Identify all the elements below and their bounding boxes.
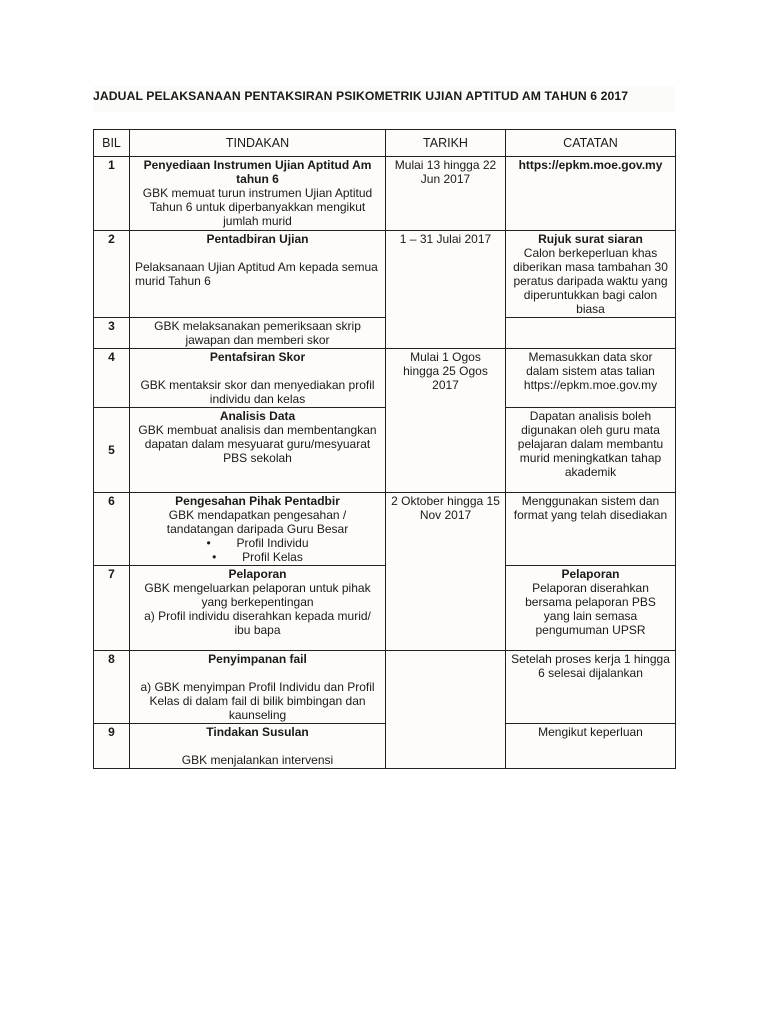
catatan-cell: Setelah proses kerja 1 hingga 6 selesai dijalankan (506, 651, 676, 724)
row-number: 4 (94, 349, 130, 408)
catatan-cell (506, 566, 676, 651)
tindakan-body: GBK membuat analisis dan membentangkan dapatan dalam mesyuarat guru/mesyuarat PBS sekolah (138, 423, 377, 465)
table-row (94, 724, 676, 769)
document-title: JADUAL PELAKSANAAN PENTAKSIRAN PSIKOMETRIK UJIAN APTITUD AM TAHUN 6 2017 (93, 86, 675, 112)
row-number: 7 (94, 566, 130, 651)
tarikh-cell: Mulai 1 Ogos hingga 25 Ogos 2017 (386, 349, 506, 493)
schedule-table (93, 129, 676, 769)
tindakan-title: Analisis Data (219, 409, 296, 423)
tindakan-title: Pentafsiran Skor (209, 350, 306, 364)
catatan-body: Pelaporan diserahkan bersama pelaporan PBS yang lain semasa pengumuman UPSR (525, 581, 656, 637)
tindakan-title: Tindakan Susulan (206, 725, 309, 739)
catatan-cell (506, 231, 676, 318)
row-number: 9 (94, 724, 130, 769)
tindakan-body: GBK mengeluarkan pelaporan untuk pihak yang berkepentingan (144, 581, 371, 609)
tindakan-title: Penyimpanan fail (208, 652, 307, 666)
catatan-body: Calon berkeperluan khas diberikan masa tambahan 30 peratus daripada waktu yang diperuntukkan bagi calon biasa (513, 246, 668, 316)
table-row (94, 493, 676, 566)
table-row (94, 566, 676, 651)
list-item: • Profil Individu (135, 536, 380, 550)
catatan-cell: Mengikut keperluan (506, 724, 676, 769)
tindakan-body: GBK melaksanakan pemeriksaan skrip jawapan dan memberi skor (154, 319, 361, 347)
tarikh-cell (386, 651, 506, 769)
tindakan-cell (130, 651, 386, 724)
row-number: 6 (94, 493, 130, 566)
row-number: 5 (94, 408, 130, 493)
catatan-title: Pelaporan (561, 567, 620, 581)
tindakan-body: GBK memuat turun instrumen Ujian Aptitud Tahun 6 untuk diperbanyakkan mengikut jumlah murid (142, 186, 373, 228)
header-tindakan: TINDAKAN (130, 130, 386, 157)
tarikh-cell: 1 – 31 Julai 2017 (386, 231, 506, 349)
tindakan-cell (130, 349, 386, 408)
tindakan-body: GBK mentaksir skor dan menyediakan profil individu dan kelas (140, 378, 375, 406)
tindakan-cell (130, 566, 386, 651)
table-row (94, 157, 676, 231)
tindakan-body: Pelaksanaan Ujian Aptitud Am kepada semua murid Tahun 6 (135, 260, 378, 288)
header-catatan: CATATAN (506, 130, 676, 157)
tindakan-body: GBK menjalankan intervensi (181, 753, 334, 767)
row-number: 1 (94, 157, 130, 231)
tarikh-cell: Mulai 13 hingga 22 Jun 2017 (386, 157, 506, 231)
row-number: 8 (94, 651, 130, 724)
tindakan-cell (130, 724, 386, 769)
list-item: • Profil Kelas (135, 550, 380, 564)
catatan-cell: Memasukkan data skor dalam sistem atas talian https://epkm.moe.gov.my (506, 349, 676, 408)
catatan-title: Rujuk surat siaran (538, 232, 643, 246)
table-row (94, 651, 676, 724)
header-tarikh: TARIKH (386, 130, 506, 157)
catatan-cell: Dapatan analisis boleh digunakan oleh guru mata pelajaran dalam membantu murid meningkatkan tahap akademik (506, 408, 676, 493)
tindakan-body: GBK mendapatkan pengesahan / tandatangan daripada Guru Besar (166, 508, 349, 536)
table-row (94, 231, 676, 318)
tindakan-cell (130, 231, 386, 318)
tindakan-title: Pentadbiran Ujian (206, 232, 309, 246)
tindakan-cell (130, 493, 386, 566)
profile-bullet-list (135, 536, 380, 564)
tindakan-title: Penyediaan Instrumen Ujian Aptitud Am tahun 6 (143, 158, 372, 186)
table-row (94, 349, 676, 408)
tindakan-cell (130, 157, 386, 231)
tindakan-cell (130, 408, 386, 493)
tindakan-cell (130, 318, 386, 349)
table-row (94, 408, 676, 493)
catatan-cell: Menggunakan sistem dan format yang telah disediakan (506, 493, 676, 566)
table-header-row (94, 130, 676, 157)
catatan-cell: https://epkm.moe.gov.my (506, 157, 676, 231)
tarikh-cell: 2 Oktober hingga 15 Nov 2017 (386, 493, 506, 651)
table-row (94, 318, 676, 349)
header-bil: BIL (94, 130, 130, 157)
tindakan-title: Pelaporan (228, 567, 287, 581)
tindakan-title: Pengesahan Pihak Pentadbir (175, 494, 340, 508)
catatan-cell (506, 318, 676, 349)
row-number: 3 (94, 318, 130, 349)
row-number: 2 (94, 231, 130, 318)
tindakan-body-2: a) Profil individu diserahkan kepada murid/ ibu bapa (144, 609, 371, 637)
tindakan-body: a) GBK menyimpan Profil Individu dan Profil Kelas di dalam fail di bilik bimbingan dan kaunseling (140, 680, 375, 722)
